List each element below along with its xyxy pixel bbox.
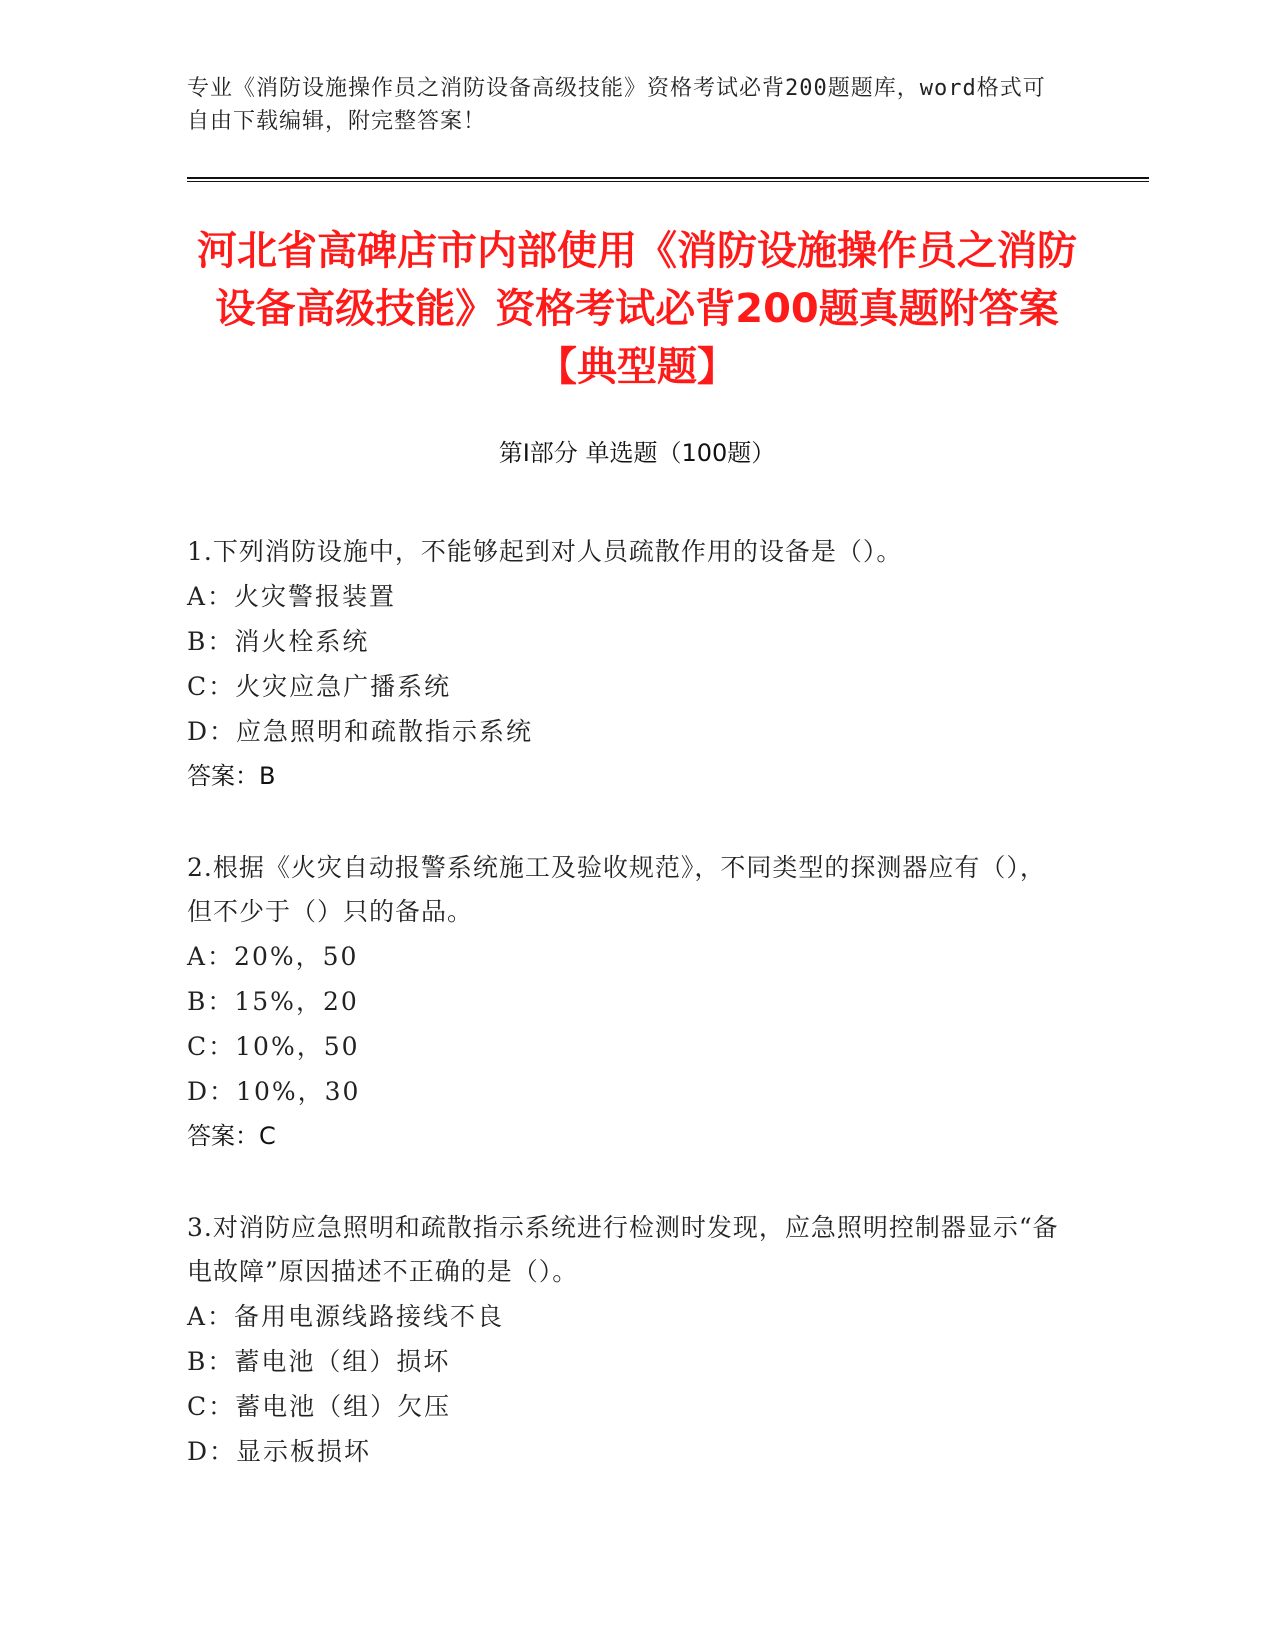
- header-rule-thick: [187, 177, 1149, 179]
- option-d: D：10%，30: [187, 1077, 361, 1106]
- option-b: B：15%，20: [187, 987, 359, 1016]
- question-stem: 1.下列消防设施中，不能够起到对人员疏散作用的设备是（）。: [187, 537, 903, 566]
- option-c: C：火灾应急广播系统: [187, 672, 452, 701]
- answer: 答案：B: [187, 762, 276, 790]
- option-a: A：20%，50: [187, 942, 359, 971]
- question-1: [187, 530, 1067, 799]
- question-stem: 3.对消防应急照明和疏散指示系统进行检测时发现，应急照明控制器显示“备电故障”原因描述不正确的是（）。: [187, 1213, 1059, 1286]
- option-b: B：蓄电池（组）损坏: [187, 1347, 451, 1376]
- option-c: C：蓄电池（组）欠压: [187, 1392, 452, 1421]
- question-list: [187, 530, 1067, 1521]
- section-title: 第Ⅰ部分 单选题（100题）: [498, 439, 776, 467]
- document-title: 河北省高碑店市内部使用《消防设施操作员之消防设备高级技能》资格考试必背200题真题附答案【典型题】: [197, 228, 1077, 390]
- option-b: B：消火栓系统: [187, 627, 370, 656]
- header-rule-thin: [187, 181, 1149, 182]
- question-2: [187, 846, 1067, 1159]
- option-d: D：应急照明和疏散指示系统: [187, 717, 534, 746]
- answer: 答案：C: [187, 1122, 276, 1150]
- option-d: D：显示板损坏: [187, 1437, 372, 1466]
- option-c: C：10%，50: [187, 1032, 360, 1061]
- question-3: [187, 1206, 1067, 1474]
- option-a: A：火灾警报装置: [187, 582, 397, 611]
- header-text: 专业《消防设施操作员之消防设备高级技能》资格考试必背200题题库，word格式可自由下载编辑，附完整答案！: [187, 76, 1046, 134]
- option-a: A：备用电源线路接线不良: [187, 1302, 505, 1331]
- question-stem: 2.根据《火灾自动报警系统施工及验收规范》，不同类型的探测器应有（），但不少于（）只的备品。: [187, 853, 1046, 926]
